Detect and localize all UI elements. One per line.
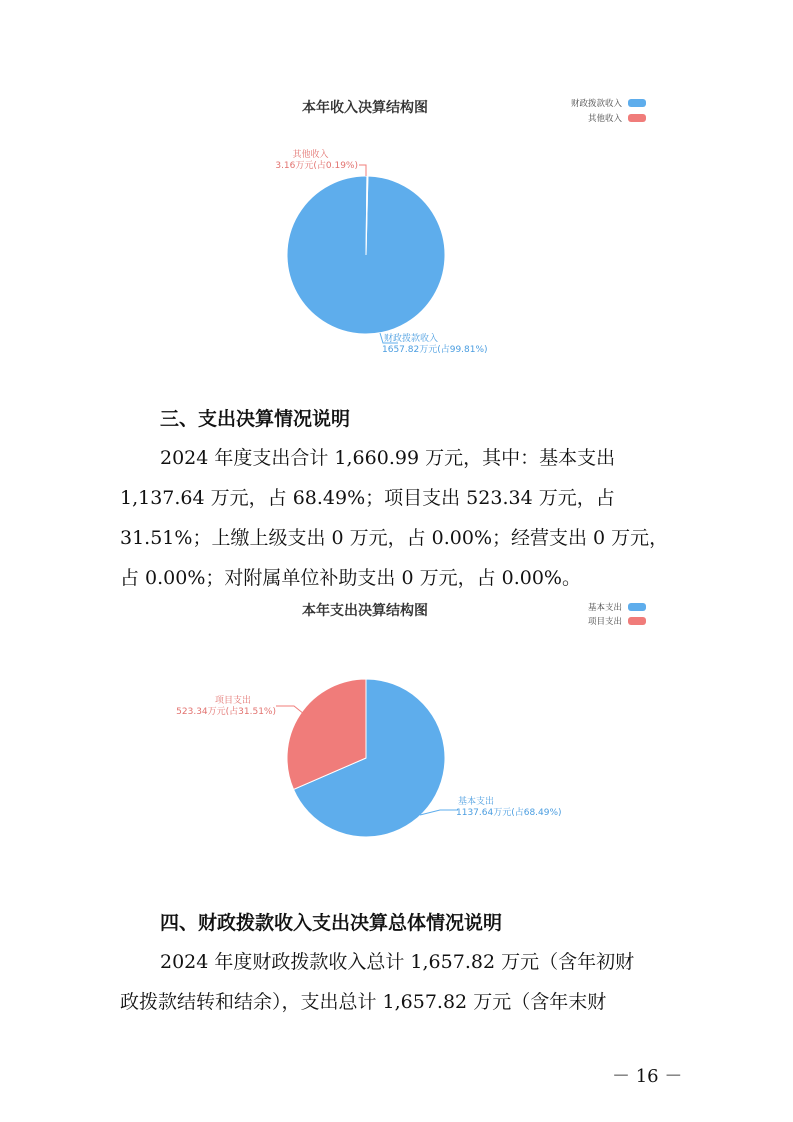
legend-swatch-blue (628, 603, 646, 611)
expenditure-project-label (170, 696, 276, 718)
line-text: 2024 年度支出合计 1,660.99 万元，其中：基本支出 (160, 447, 616, 469)
income-fiscal-label (382, 334, 488, 356)
section4-line-2 (120, 990, 670, 1014)
slice-value: 3.16万元(占0.19%) (275, 161, 358, 171)
income-other-label (263, 150, 358, 172)
income-legend-item-1 (486, 112, 646, 124)
expenditure-structure-chart (0, 590, 793, 870)
line-text: 2024 年度财政拨款收入总计 1,657.82 万元（含年初财 (160, 951, 635, 973)
slice-name: 财政拨款收入 (384, 334, 439, 344)
leader-line-项目支出 (276, 706, 304, 714)
line-text: 31.51%；上缴上级支出 0 万元，占 0.00%；经营支出 0 万元， (120, 527, 669, 549)
slice-name: 基本支出 (458, 797, 495, 807)
line-text: 政拨款结转和结余），支出总计 1,657.82 万元（含年末财 (120, 991, 607, 1013)
legend-swatch-blue (628, 99, 646, 107)
line-text: 1,137.64 万元，占 68.49%；项目支出 523.34 万元，占 (120, 487, 615, 509)
section3-line-3 (120, 526, 670, 550)
legend-label: 项目支出 (587, 617, 622, 627)
slice-name: 其他收入 (292, 150, 329, 160)
expenditure-pie-svg (0, 590, 793, 870)
section4-line-1 (160, 950, 670, 974)
slice-name: 项目支出 (214, 696, 251, 706)
income-legend-item-0 (486, 97, 646, 109)
page-number: － 16 － (612, 1066, 683, 1087)
leader-line-基本支出 (420, 810, 458, 815)
expenditure-basic-label (456, 797, 562, 819)
expenditure-legend-item-1 (486, 615, 646, 627)
income-chart-title: 本年收入决算结构图 (302, 100, 428, 116)
section3-line-2 (120, 486, 670, 510)
legend-label: 其他收入 (587, 114, 622, 124)
slice-value: 523.34万元(占31.51%) (176, 707, 276, 717)
expenditure-legend-item-0 (486, 601, 646, 613)
income-structure-chart (0, 0, 793, 380)
legend-label: 基本支出 (587, 603, 622, 613)
legend-swatch-red (628, 617, 646, 625)
line-text: 占 0.00%；对附属单位补助支出 0 万元，占 0.00%。 (120, 567, 581, 589)
slice-value: 1657.82万元(占99.81%) (382, 345, 488, 355)
section3-line-4 (120, 566, 670, 590)
section3-heading: 三、支出决算情况说明 (160, 408, 351, 430)
section3-line-1 (160, 446, 670, 470)
legend-swatch-red (628, 114, 646, 122)
leader-line-其他收入 (359, 165, 366, 176)
section4-heading: 四、财政拨款收入支出决算总体情况说明 (160, 912, 503, 934)
income-pie-svg (0, 0, 793, 380)
slice-value: 1137.64万元(占68.49%) (456, 808, 562, 818)
expenditure-chart-title: 本年支出决算结构图 (302, 603, 428, 619)
legend-label: 财政拨款收入 (570, 99, 622, 109)
